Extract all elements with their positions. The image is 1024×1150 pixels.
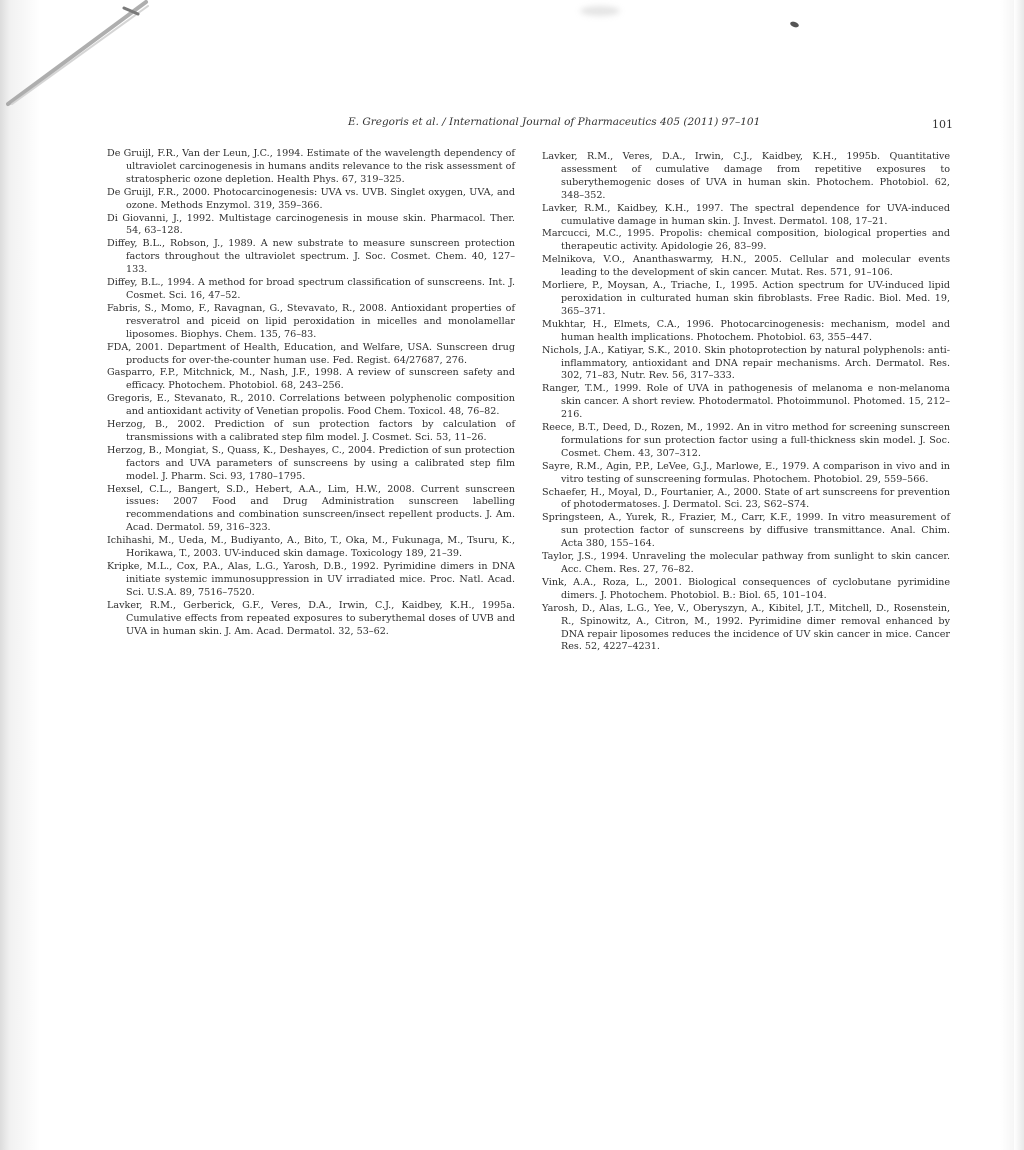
reference-item: Schaefer, H., Moyal, D., Fourtanier, A., 2000. State of art sunscreens for prevention of photodermatoses. J. Dermatol. Sci. 23, S62–S74. bbox=[542, 486, 950, 511]
reference-list-right bbox=[542, 151, 950, 654]
scan-smudge bbox=[580, 6, 620, 16]
reference-item: Ichihashi, M., Ueda, M., Budiyanto, A., Bito, T., Oka, M., Fukunaga, M., Tsuru, K., Horikawa, T., 2003. UV-induced skin damage. Toxicology 189, 21–39. bbox=[107, 535, 515, 560]
reference-item: Gregoris, E., Stevanato, R., 2010. Correlations between polyphenolic composition and antioxidant activity of Venetian propolis. Food Chem. Toxicol. 48, 76–82. bbox=[107, 393, 515, 418]
reference-item: FDA, 2001. Department of Health, Education, and Welfare, USA. Sunscreen drug products for over-the-counter human use. Fed. Regist. 64/27687, 276. bbox=[107, 341, 515, 366]
reference-item: Taylor, J.S., 1994. Unraveling the molecular pathway from sunlight to skin cancer. Acc. Chem. Res. 27, 76–82. bbox=[542, 551, 950, 575]
reference-item: Vink, A.A., Roza, L., 2001. Biological consequences of cyclobutane pyrimidine dimers. J. Photochem. Photobiol. B.: Biol. 65, 101–104. bbox=[542, 576, 950, 601]
reference-item: Hexsel, C.L., Bangert, S.D., Hebert, A.A., Lim, H.W., 2008. Current sunscreen issues: 2007 Food and Drug Administration sunscreen labelling recommendations and combination sunscreen/insect repellent products. J. Am. Acad. Dermatol. 59, 316–323. bbox=[107, 483, 515, 534]
reference-item: Diffey, B.L., 1994. A method for broad spectrum classification of sunscreens. Int. J. Cosmet. Sci. 16, 47–52. bbox=[107, 277, 515, 301]
reference-item: Mukhtar, H., Elmets, C.A., 1996. Photocarcinogenesis: mechanism, model and human health implications. Photochem. Photobiol. 63, 355–447. bbox=[542, 318, 950, 343]
reference-item: De Gruijl, F.R., 2000. Photocarcinogenesis: UVA vs. UVB. Singlet oxygen, UVA, and ozone. Methods Enzymol. 319, 359–366. bbox=[107, 186, 515, 211]
scan-speck bbox=[789, 21, 799, 29]
reference-item: Kripke, M.L., Cox, P.A., Alas, L.G., Yarosh, D.B., 1992. Pyrimidine dimers in DNA initiate systemic immunosuppression in UV irradiated mice. Proc. Natl. Acad. Sci. U.S.A. 89, 7516–7520. bbox=[107, 561, 515, 598]
reference-item: Sayre, R.M., Agin, P.P., LeVee, G.J., Marlowe, E., 1979. A comparison in vivo and in vitro testing of sunscreening formulas. Photochem. Photobiol. 29, 559–566. bbox=[542, 460, 950, 485]
reference-item: Diffey, B.L., Robson, J., 1989. A new substrate to measure sunscreen protection factors throughout the ultraviolet spectrum. J. Soc. Cosmet. Chem. 40, 127–133. bbox=[107, 238, 515, 276]
reference-item: Springsteen, A., Yurek, R., Frazier, M., Carr, K.F., 1999. In vitro measurement of sun protection factor of sunscreens by diffusive transmittance. Anal. Chim. Acta 380, 155–164. bbox=[542, 512, 950, 550]
reference-item: Lavker, R.M., Veres, D.A., Irwin, C.J., Kaidbey, K.H., 1995b. Quantitative assessment of cumulative damage from repetitive exposures to suberythemogenic doses of UVA in human skin. Photochem. Photobiol. 62, 348–352. bbox=[542, 151, 950, 201]
reference-item: Herzog, B., 2002. Prediction of sun protection factors by calculation of transmissions with a calibrated step film model. J. Cosmet. Sci. 53, 11–26. bbox=[107, 419, 515, 443]
reference-item: Melnikova, V.O., Ananthaswarmy, H.N., 2005. Cellular and molecular events leading to the development of skin cancer. Mutat. Res. 571, 91–106. bbox=[542, 254, 950, 279]
page-number: 101 bbox=[932, 118, 953, 131]
reference-item: Lavker, R.M., Kaidbey, K.H., 1997. The spectral dependence for UVA-induced cumulative damage in human skin. J. Invest. Dermatol. 108, 17–21. bbox=[542, 202, 950, 227]
staple-mark bbox=[6, 0, 176, 110]
reference-item: Herzog, B., Mongiat, S., Quass, K., Deshayes, C., 2004. Prediction of sun protection factors and UVA parameters of sunscreens by using a calibrated step film model. J. Pharm. Sci. 93, 1780–1795. bbox=[107, 444, 515, 482]
reference-item: Lavker, R.M., Gerberick, G.F., Veres, D.A., Irwin, C.J., Kaidbey, K.H., 1995a. Cumulative effects from repeated exposures to suberythemal doses of UVB and UVA in human skin. J. Am. Acad. Dermatol. 32, 53–62. bbox=[107, 599, 515, 637]
reference-item: Gasparro, F.P., Mitchnick, M., Nash, J.F., 1998. A review of sunscreen safety and efficacy. Photochem. Photobiol. 68, 243–256. bbox=[107, 367, 515, 392]
reference-item: Reece, B.T., Deed, D., Rozen, M., 1992. An in vitro method for screening sunscreen formulations for sun protection factor using a full-thickness skin model. J. Soc. Cosmet. Chem. 43, 307–312. bbox=[542, 422, 950, 459]
scan-edge bbox=[1014, 0, 1024, 1150]
reference-item: Nichols, J.A., Katiyar, S.K., 2010. Skin photoprotection by natural polyphenols: anti-inflammatory, antioxidant and DNA repair mechanisms. Arch. Dermatol. Res. 302, 71–83, Nutr. Rev. 56, 317–333. bbox=[542, 344, 950, 382]
running-head: E. Gregoris et al. / International Journal of Pharmaceutics 405 (2011) 97–101 bbox=[348, 116, 761, 128]
reference-item: Ranger, T.M., 1999. Role of UVA in pathogenesis of melanoma e non-melanoma skin cancer. A short review. Photodermatol. Photoimmunol. Photomed. 15, 212–216. bbox=[542, 383, 950, 421]
reference-item: Fabris, S., Momo, F., Ravagnan, G., Stevavato, R., 2008. Antioxidant properties of resveratrol and piceid on lipid peroxidation in micelles and monolamellar liposomes. Biophys. Chem. 135, 76–83. bbox=[107, 302, 515, 340]
reference-item: Morliere, P., Moysan, A., Triache, I., 1995. Action spectrum for UV-induced lipid peroxidation in culturated human skin fibroblasts. Free Radic. Biol. Med. 19, 365–371. bbox=[542, 280, 950, 317]
reference-item: Yarosh, D., Alas, L.G., Yee, V., Oberyszyn, A., Kibitel, J.T., Mitchell, D., Rosenstein, R., Spinowitz, A., Citron, M., 1992. Pyrimidine dimer removal enhanced by DNA repair liposomes reduces the incidence of UV skin cancer in mice. Cancer Res. 52, 4227–4231. bbox=[542, 602, 950, 653]
reference-item: Marcucci, M.C., 1995. Propolis: chemical composition, biological properties and therapeutic activity. Apidologie 26, 83–99. bbox=[542, 228, 950, 253]
reference-item: De Gruijl, F.R., Van der Leun, J.C., 1994. Estimate of the wavelength dependency of ultraviolet carcinogenesis in humans andits relevance to the risk assessment of stratospheric ozone depletion. Health Phys. 67, 319–325. bbox=[107, 148, 515, 185]
reference-item: Di Giovanni, J., 1992. Multistage carcinogenesis in mouse skin. Pharmacol. Ther. 54, 63–128. bbox=[107, 212, 515, 237]
reference-list-left bbox=[107, 148, 515, 638]
